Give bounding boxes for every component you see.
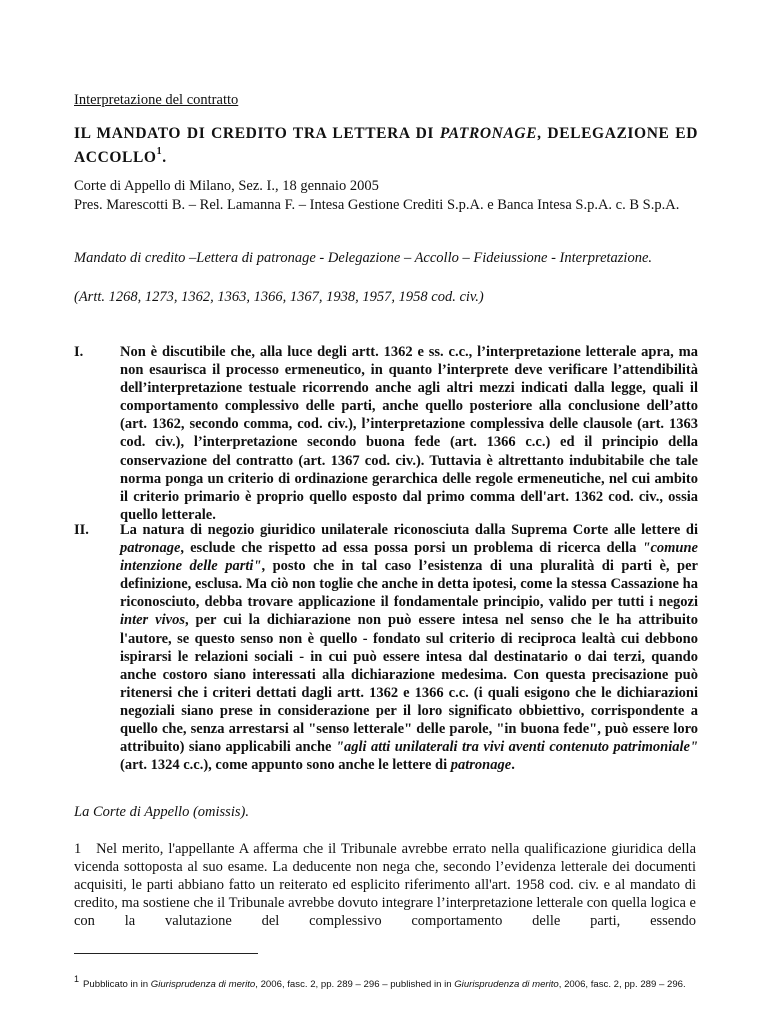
footnote-segment: Pubblicato in in xyxy=(83,979,151,991)
article-title xyxy=(74,124,698,168)
maxim-text-segment: . xyxy=(511,757,515,774)
maxim-text-segment: , posto che in tal caso l’esistenza di una pluralità di parti è, per definizione, esclusa. Ma ciò non toglie che anche in detta ipotesi, come la stessa Cassazione ha riconosciuto, debba trovare applicazione il fondamentale principio, valido per tutti i negozi xyxy=(120,558,698,611)
title-part1: IL MANDATO DI CREDITO TRA LETTERA DI xyxy=(74,125,440,142)
maxim-text-segment: La natura di negozio giuridico unilaterale riconosciuta dalla Suprema Corte alle lettere di xyxy=(120,522,698,538)
maxim-2 xyxy=(74,521,698,774)
court-line: Corte di Appello di Milano, Sez. I., 18 gennaio 2005 xyxy=(74,178,379,194)
section-label: Interpretazione del contratto xyxy=(74,92,239,108)
maxim-number: II. xyxy=(74,522,89,538)
footnote-separator xyxy=(74,953,258,954)
court-label: La Corte di Appello (omissis). xyxy=(74,804,249,820)
maxim-italic-segment: inter vivos xyxy=(120,612,185,629)
maxim-number: I. xyxy=(74,344,84,360)
title-part2: , DELEGAZIONE ED ACCOLLO xyxy=(74,125,698,167)
paragraph-number: 1 xyxy=(74,841,82,857)
title-footnote-mark[interactable]: 1 xyxy=(156,146,163,157)
title-italic: PATRONAGE xyxy=(439,125,538,142)
title-end: . xyxy=(162,149,167,167)
footnote-segment: , 2006, fasc. 2, pp. 289 – 296 – published in in xyxy=(255,979,455,991)
maxim-italic-segment: "agli atti unilaterali tra vivi aventi contenuto patrimoniale" xyxy=(335,739,698,756)
maxim-text-segment: (art. 1324 c.c.), come appunto sono anche le lettere di xyxy=(120,757,451,774)
maxim-text-segment: , esclude che rispetto ad essa possa porsi un problema di ricerca della xyxy=(180,540,643,557)
body-paragraph xyxy=(74,840,696,930)
maxim-italic-segment: patronage xyxy=(450,757,512,774)
maxim-italic-segment: patronage xyxy=(120,540,181,557)
footnote-segment: , 2006, fasc. 2, pp. 289 – 296. xyxy=(558,979,686,991)
maxim-1 xyxy=(74,343,698,524)
maxim-italic-segment: "comune intenzione delle parti" xyxy=(120,540,698,575)
maxim-text-segment: , per cui la dichiarazione non può essere intesa nel senso che le ha attribuito l'autore, se questo senso non è quello - fondato sul criterio di reciproca lealtà cui debbono ispirarsi le relazioni sociali - in cui può essere intesa dal destinatario o dai terzi, quando anche costoro siano interessati alla dichiarazione medesima. Con questa precisazione può ritenersi che i criteri dettati dagli artt. 1362 e 1366 c.c. (i quali esigono che le dichiarazioni negoziali siano prese in considerazione per il loro significato obbiettivo, corrispondente a quello che, senza arrestarsi al "senso letterale" delle parole, "in buona fede", può essere loro attribuito) siano applicabili anche xyxy=(120,612,698,756)
footnote-journal: Giurisprudenza di merito xyxy=(454,979,559,991)
parties-line: Pres. Marescotti B. – Rel. Lamanna F. – Intesa Gestione Crediti S.p.A. e Banca Intesa S.p.A. c. B S.p.A. xyxy=(74,197,680,213)
footnote-journal: Giurisprudenza di merito xyxy=(150,979,256,991)
keywords-line: Mandato di credito –Lettera di patronage - Delegazione – Accollo – Fideiussione - Interpretazione. xyxy=(74,250,653,266)
articles-line: (Artt. 1268, 1273, 1362, 1363, 1366, 1367, 1938, 1957, 1958 cod. civ.) xyxy=(74,289,484,305)
paragraph-text: Nel merito, l'appellante A afferma che il Tribunale avrebbe errato nella qualificazione giuridica della vicenda sottoposta al suo esame. La deducente non nega che, secondo l’evidenza letterale dei documenti acquisiti, le parti abbiano fatto un reiterato ed esplicito riferimento all'art. 1958 cod. civ. e al mandato di credito, ma sostiene che il Tribunale avrebbe dovuto integrare l’interpretazione letterale con quella logica e con la valutazione del complessivo comportamento delle parti, essendo xyxy=(74,841,697,929)
footnote-mark: 1 xyxy=(74,974,80,984)
footnote xyxy=(74,966,700,999)
maxim-text: Non è discutibile che, alla luce degli artt. 1362 e ss. c.c., l’interpretazione letterale apra, ma non esaurisca il processo ermeneutico, in quanto l’interprete deve verificare l’attendibilità dell’interpretazione testuale ricorrendo anche agli altri mezzi indicati dalla legge, quali il comportamento complessivo delle parti, anche quello posteriore alla conclusione dell’atto (art. 1362, secondo comma, cod. civ.), l’interpretazione complessiva delle clausole (art. 1363 cod. civ.), l’interpretazione secondo buona fede (art. 1366 c.c.) ed il principio della conservazione del contratto (art. 1367 cod. civ.). Tuttavia è altrettanto indubitabile che tale norma ponga un criterio di ordinazione gerarchica delle regole ermeneutiche, nel cui ambito il criterio primario è proprio quello esposto dal primo comma dell'art. 1362 cod. civ., ossia quello letterale. xyxy=(120,344,698,523)
maxim-text xyxy=(120,521,698,774)
